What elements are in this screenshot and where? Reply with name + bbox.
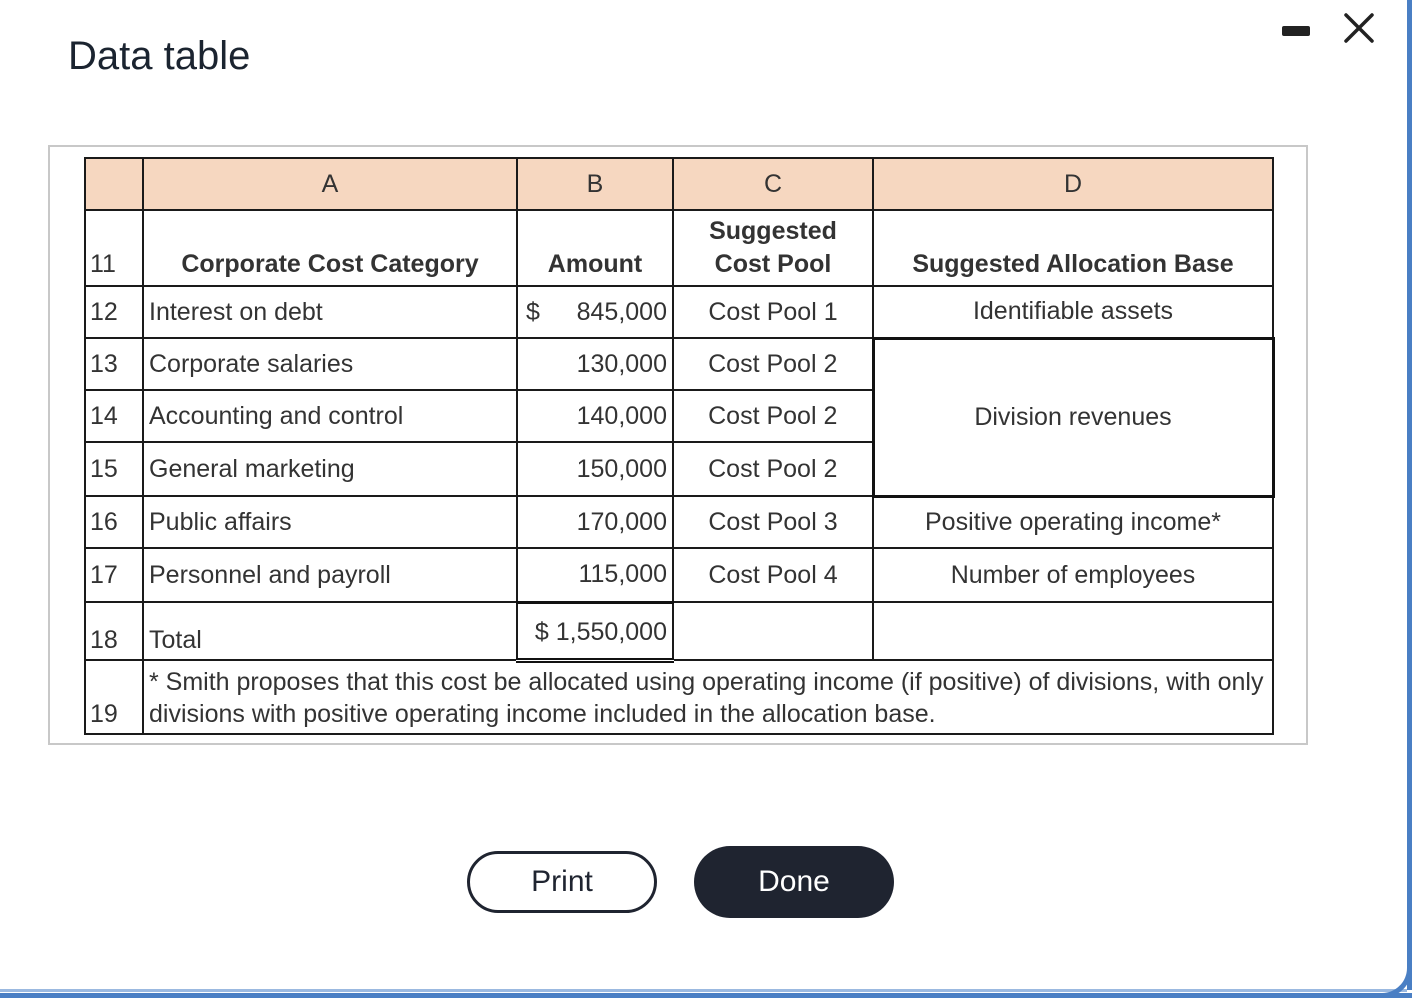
table-row [85, 496, 1273, 548]
cost-pool-cell: Cost Pool 1 [673, 286, 873, 338]
column-header-row [85, 158, 1273, 210]
allocation-base-header: Suggested Allocation Base [873, 210, 1273, 286]
category-cell: Public affairs [143, 496, 517, 548]
row-number: 16 [85, 496, 143, 548]
cost-pool-cell: Cost Pool 2 [673, 390, 873, 442]
cost-pool-cell: Cost Pool 2 [673, 442, 873, 496]
row-number: 11 [85, 210, 143, 286]
print-button[interactable]: Print [467, 851, 657, 913]
window-frame-inner [0, 989, 1407, 992]
row-number: 17 [85, 548, 143, 602]
cost-pool-cell: Cost Pool 4 [673, 548, 873, 602]
close-icon[interactable] [1341, 10, 1377, 46]
total-amount: $ 1,550,000 [517, 602, 673, 660]
row-number: 15 [85, 442, 143, 496]
cost-pool-header-line2: Cost Pool [714, 250, 832, 278]
category-cell: Personnel and payroll [143, 548, 517, 602]
category-cell: General marketing [143, 442, 517, 496]
table-row [85, 210, 1273, 286]
dollar-sign: $ [526, 297, 540, 326]
footnote-cell: * Smith proposes that this cost be allocated using operating income (if positive) of divisions, with only divisions with positive operating income included in the allocation base. [143, 660, 1273, 734]
row-number: 13 [85, 338, 143, 390]
table-row-total [85, 602, 1273, 660]
allocation-base-cell: Identifiable assets [873, 286, 1273, 338]
row-number: 18 [85, 602, 143, 660]
empty-cell [673, 602, 873, 660]
table-row [85, 286, 1273, 338]
column-header-b: B [517, 158, 673, 210]
column-header-d: D [873, 158, 1273, 210]
category-cell: Corporate salaries [143, 338, 517, 390]
cost-pool-cell: Cost Pool 2 [673, 338, 873, 390]
cost-pool-cell: Cost Pool 3 [673, 496, 873, 548]
cost-pool-header-line1: Suggested [709, 217, 837, 245]
window-frame-bottom [0, 993, 1412, 998]
cost-pool-header [673, 210, 873, 286]
column-header-a: A [143, 158, 517, 210]
corner-cell [85, 158, 143, 210]
amount-header: Amount [517, 210, 673, 286]
amount-cell: 150,000 [517, 442, 673, 496]
minimize-icon[interactable] [1282, 26, 1310, 36]
row-number: 19 [85, 660, 143, 734]
dialog-title: Data table [68, 34, 251, 78]
empty-cell [873, 602, 1273, 660]
category-cell: Accounting and control [143, 390, 517, 442]
category-cell: Interest on debt [143, 286, 517, 338]
merged-allocation-base-cell: Division revenues [873, 338, 1273, 496]
window-frame-corner [1372, 958, 1412, 998]
spreadsheet-table [84, 157, 1275, 735]
row-number: 12 [85, 286, 143, 338]
amount-value: 845,000 [576, 297, 667, 326]
window-frame-right [1407, 0, 1412, 990]
column-header-c: C [673, 158, 873, 210]
amount-cell: 140,000 [517, 390, 673, 442]
allocation-base-cell: Positive operating income* [873, 496, 1273, 548]
amount-cell: 170,000 [517, 496, 673, 548]
category-header: Corporate Cost Category [143, 210, 517, 286]
table-row [85, 338, 1273, 390]
allocation-base-cell: Number of employees [873, 548, 1273, 602]
amount-cell [517, 286, 673, 338]
row-number: 14 [85, 390, 143, 442]
table-row-footnote [85, 660, 1273, 734]
table-row [85, 548, 1273, 602]
done-button[interactable]: Done [694, 846, 894, 918]
amount-cell: 130,000 [517, 338, 673, 390]
total-label: Total [143, 602, 517, 660]
amount-cell: 115,000 [517, 548, 673, 602]
